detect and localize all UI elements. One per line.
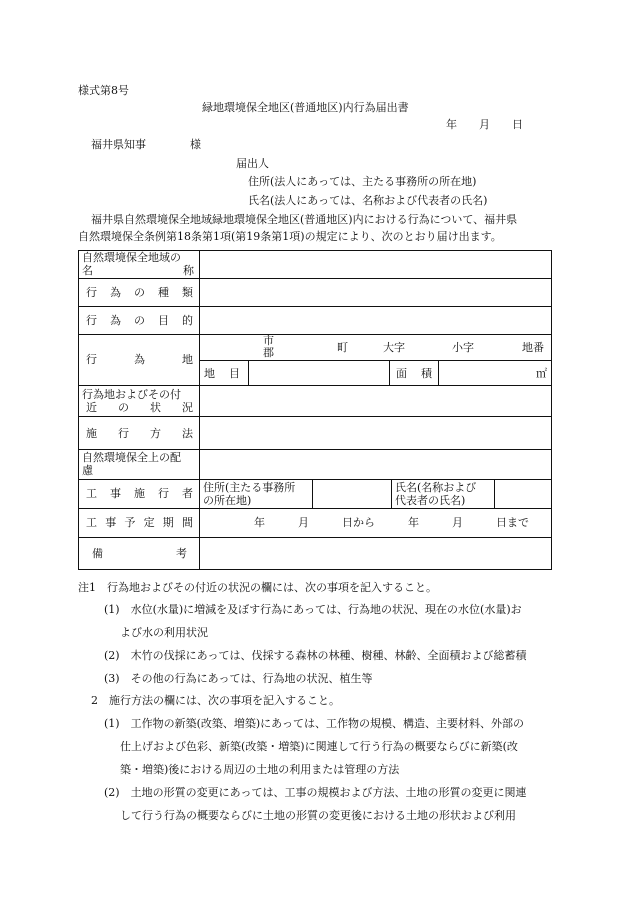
label-char: 類 [182,286,193,299]
area-name-char-2: 称 [183,264,194,277]
label-char: 状 [150,401,161,414]
conservation-label-2: 慮 [82,464,93,477]
note-2-item-2b: して行う行為の概要ならびに土地の形質の変更後における土地の形状および利用 [120,809,516,822]
oaza-label: 大字 [383,341,405,354]
label-char: 況 [182,401,193,414]
label-char: 行 [118,427,129,440]
label-char: 地 [182,353,193,366]
situation-label-1: 行為地およびその付 [82,388,181,401]
label-char: 考 [176,547,187,560]
label-char: 定 [143,516,155,529]
note-2-item-2a: (2) 土地の形質の変更にあっては、工事の規模および方法、土地の形質の変更に関連 [104,786,527,799]
label-char: 行 [158,487,169,500]
chiban-label: 地番 [522,341,544,354]
schedule-label [86,516,193,529]
note-1-item-1b: よび水の利用状況 [120,626,208,639]
note-2-item-1b: 仕上げおよび色彩、新築(改築・増築)に関連して行う行為の概要ならびに新築(改 [120,740,518,753]
applicant-label: 届出人 [236,157,269,170]
contractor-address-label-2: の所在地) [203,494,252,507]
label-char: 者 [182,487,193,500]
area-name-label-1: 自然環境保全地域の [82,251,181,264]
label-char: 積 [421,367,432,380]
page-title: 緑地環境保全地区(普通地区)内行為届出書 [202,101,409,114]
note-1-item-2: (2) 木竹の伐採にあっては、伐採する森林の林種、樹種、林齢、全面積および総蓄積 [104,649,527,662]
label-char: 種 [158,286,169,299]
action-type-label [86,286,193,299]
label-char: 行 [86,353,97,366]
label-char: 施 [134,487,145,500]
label-char: 予 [124,516,136,529]
label-char: 目 [229,367,240,380]
shi-label: 市 [263,334,274,347]
label-char: 的 [182,314,193,327]
label-char: 工 [86,487,97,500]
situation-label-2 [86,401,193,414]
applicant-name-label: 氏名(法人にあっては、名称および代表者の氏名) [248,194,488,207]
label-char: 事 [110,487,121,500]
label-char: 事 [105,516,117,529]
action-location-label [86,353,193,366]
addressee: 福井県知事 様 [91,138,201,151]
label-char: 備 [92,547,103,560]
label-char: 行 [86,314,97,327]
applicant-address-label: 住所(法人にあっては、主たる事務所の所在地) [248,175,477,188]
label-char: の [118,401,129,414]
label-char: 面 [396,367,407,380]
area-name-char-1: 名 [82,264,93,277]
label-char: 行 [86,286,97,299]
intro-line-2: 自然環境保全条例第18条第1項(第19条第1項)の規定により、次のとおり届け出ます。 [78,230,502,243]
remarks-label [92,547,187,560]
contractor-name-label-1: 氏名(名称および [395,481,477,494]
label-char: 間 [181,516,193,529]
note-1-item-3: (3) その他の行為にあっては、行為地の状況、植生等 [104,672,373,685]
label-char: 工 [86,516,97,529]
label-char: 方 [150,427,161,440]
label-char: の [134,286,145,299]
label-char: の [134,314,145,327]
label-char: 為 [110,286,121,299]
koaza-label: 小字 [452,341,474,354]
contractor-name-label-2: 代表者の氏名) [395,494,466,507]
note-1-item-1a: (1) 水位(水量)に増減を及ぼす行為にあっては、行為地の状況、現在の水位(水量)お [104,603,522,616]
label-char: 目 [158,314,169,327]
label-char: 為 [134,353,145,366]
area-name-label-2 [82,264,194,277]
method-label [86,427,193,440]
date-line: 年 月 日 [446,118,523,131]
cho-label: 町 [337,341,348,354]
action-purpose-label [86,314,193,327]
contractor-address-label-1: 住所(主たる事務所 [203,481,296,494]
label-char: 為 [110,314,121,327]
gun-label: 郡 [263,346,274,359]
note-2-item-1c: 築・増築)後における周辺の土地の利用または管理の方法 [120,763,400,776]
label-char: 期 [162,516,174,529]
form-number: 様式第8号 [78,84,129,97]
label-char: 法 [182,427,193,440]
note-2: 2 施行方法の欄には、次の事項を記入すること。 [91,694,340,707]
contractor-label [86,487,193,500]
schedule-from-to: 年 月 日から 年 月 日まで [254,516,529,529]
conservation-label-1: 自然環境保全上の配 [82,451,181,464]
label-char: 施 [86,427,97,440]
intro-line-1: 福井県自然環境保全地域緑地環境保全地区(普通地区)内における行為について、福井県 [91,213,518,226]
label-char: 近 [86,401,97,414]
note-1: 注1 行為地およびその付近の状況の欄には、次の事項を記入すること。 [78,581,437,594]
chimoku-label [204,367,240,380]
menseki-label [396,367,432,380]
note-2-item-1a: (1) 工作物の新築(改築、増築)にあっては、工作物の規模、構造、主要材料、外部の [104,717,525,730]
square-meter-unit: ㎡ [536,367,547,380]
notification-form-table [78,250,552,570]
label-char: 地 [204,367,215,380]
